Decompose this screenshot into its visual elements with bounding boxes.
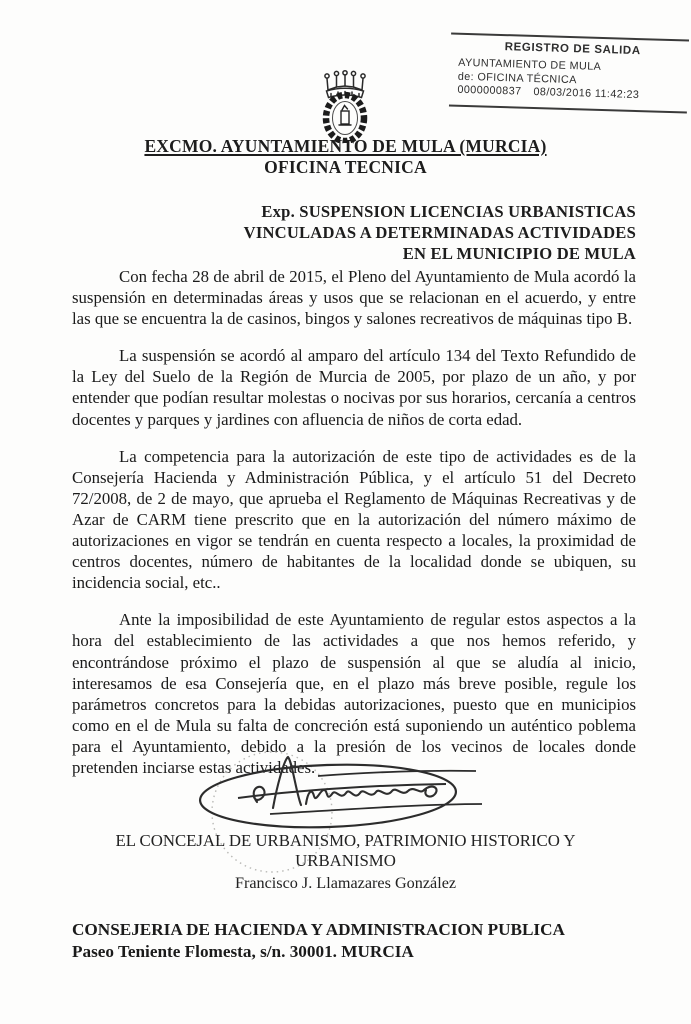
- letter-body: [72, 266, 636, 794]
- signer-name: Francisco J. Llamazares González: [234, 874, 457, 892]
- mula-coat-of-arms-icon: [305, 69, 385, 143]
- registry-stamp: [449, 32, 689, 113]
- paragraph-2: La suspensión se acordó al amparo del artículo 134 del Texto Refundido de la Ley del Suelo de la Región de Murcia de 2005, por plazo de un año, y por entender que podían resultar molestas o nocivas por sus horarios, cercanía a centros docentes y parques y jardines con afluencia de niños de corta edad.: [72, 346, 636, 429]
- letterhead-title: EXCMO. AYUNTAMIENTO DE MULA (MURCIA): [144, 136, 547, 156]
- letterhead: [0, 136, 691, 178]
- subject-block: [244, 201, 636, 264]
- recipient-name: CONSEJERIA DE HACIENDA Y ADMINISTRACION PUBLICA: [72, 920, 565, 939]
- signer-block: [0, 831, 691, 893]
- stamp-title: REGISTRO DE SALIDA: [504, 41, 641, 58]
- paragraph-3: La competencia para la autorización de este tipo de actividades es de la Consejería Hacienda y Administración Pública, y el artículo 51 del Decreto 72/2008, de 2 de mayo, que aprueba el Reglamento de Máquinas Recreativas y de Azar de CARM tiene prescrito que en la autorización del número máximo de autorizaciones en vigor se tendrán en cuenta respecto a locales, la proximidad de centros docentes, número de habitantes de la localidad donde se ubiquen, su incidencia social, etc..: [72, 446, 636, 593]
- paragraph-4: Ante la imposibilidad de este Ayuntamiento de regular estos aspectos a la hora del establecimiento de las actividades a que nos hemos referido, y encontrándose próximo el plazo de suspensión al que se aludía al inicio, interesamos de esa Consejería que, en el plazo más breve posible, regule los parámetros concretos para la debidas autorizaciones, puesto que en municipios como en el de Mula su falta de concreción está suponiendo un auténtico poblema para el Ayuntamiento, debido a la presión de los vecinos de locales donde pretenden inciarse estas actividades.: [72, 610, 636, 777]
- stamp-department: de: OFICINA TÉCNICA: [457, 70, 577, 86]
- stamp-organization: AYUNTAMIENTO DE MULA: [458, 56, 602, 73]
- recipient-address: Paseo Teniente Flomesta, s/n. 30001. MURCIA: [72, 941, 414, 961]
- recipient-block: [72, 919, 565, 962]
- paragraph-1: Con fecha 28 de abril de 2015, el Pleno del Ayuntamiento de Mula acordó la suspensión en determinadas áreas y usos que se relacionan en el acuerdo, y entre las que se encuentra la de casinos, bingos y salones recreativos de máquinas tipo B.: [72, 267, 636, 329]
- subject-line-1: Exp. SUSPENSION LICENCIAS URBANISTICAS: [261, 202, 636, 221]
- stamp-datetime: 08/03/2016 11:42:23: [533, 85, 640, 102]
- letterhead-subtitle: OFICINA TECNICA: [264, 157, 427, 177]
- subject-line-2: VINCULADAS A DETERMINADAS ACTIVIDADES: [243, 223, 636, 242]
- signer-title-line-1: EL CONCEJAL DE URBANISMO, PATRIMONIO HISTORICO Y: [115, 831, 576, 850]
- stamp-registry-number: 0000000837: [457, 83, 522, 98]
- signer-title-line-2: URBANISMO: [295, 851, 396, 870]
- subject-line-3: EN EL MUNICIPIO DE MULA: [402, 244, 636, 263]
